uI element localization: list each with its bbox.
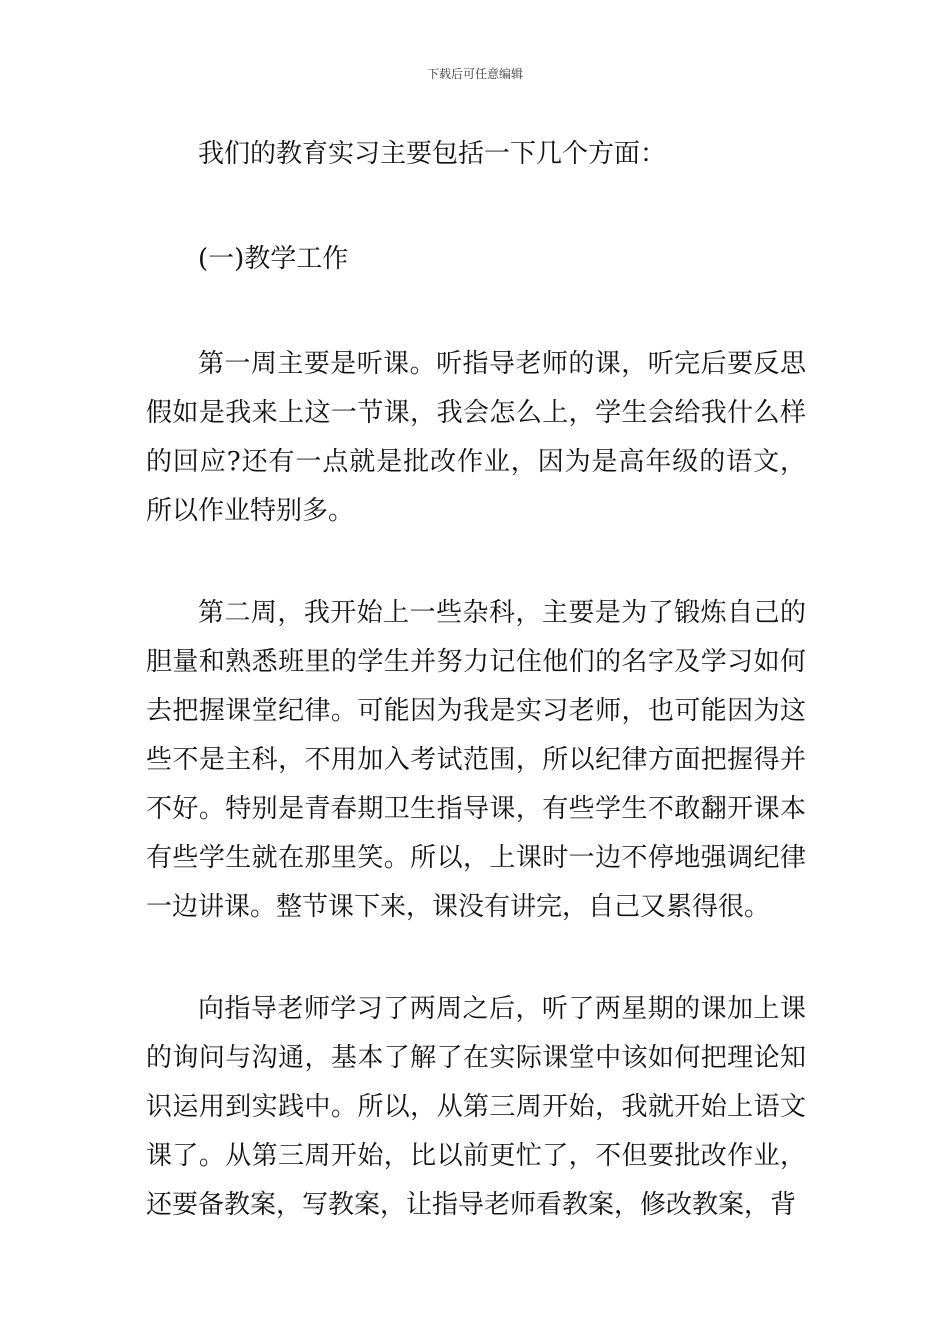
paragraph-week-three: 向指导老师学习了两周之后，听了两星期的课加上课的询问与沟通，基本了解了在实际课堂中该如何把理论知识运用到实践中。所以，从第三周开始，我就开始上语文课了。从第三周开始，比以前更忙了，不但要批改作业，还要备教案，写教案，让指导老师看教案，修改教案，背: [146, 994, 806, 1220]
paragraph-week-one: 第一周主要是听课。听指导老师的课，听完后要反思假如是我来上这一节课，我会怎么上，学生会给我什么样的回应?还有一点就是批改作业，因为是高年级的语文，所以作业特别多。: [146, 349, 806, 526]
document-body: [146, 130, 806, 1230]
paragraph-intro: 我们的教育实习主要包括一下几个方面：: [198, 139, 667, 169]
paragraph-week-two: 第二周，我开始上一些杂科，主要是为了锻炼自己的胆量和熟悉班里的学生并努力记住他们的名字及学习如何去把握课堂纪律。可能因为我是实习老师，也可能因为这些不是主科，不用加入考试范围，所以纪律方面把握得并不好。特别是青春期卫生指导课，有些学生不敢翻开课本有些学生就在那里笑。所以，上课时一边不停地强调纪律一边讲课。整节课下来，课没有讲完，自己又累得很。: [146, 598, 806, 922]
page-header-note: 下载后可任意编辑: [426, 67, 523, 81]
section-heading: (一)教学工作: [198, 244, 349, 274]
